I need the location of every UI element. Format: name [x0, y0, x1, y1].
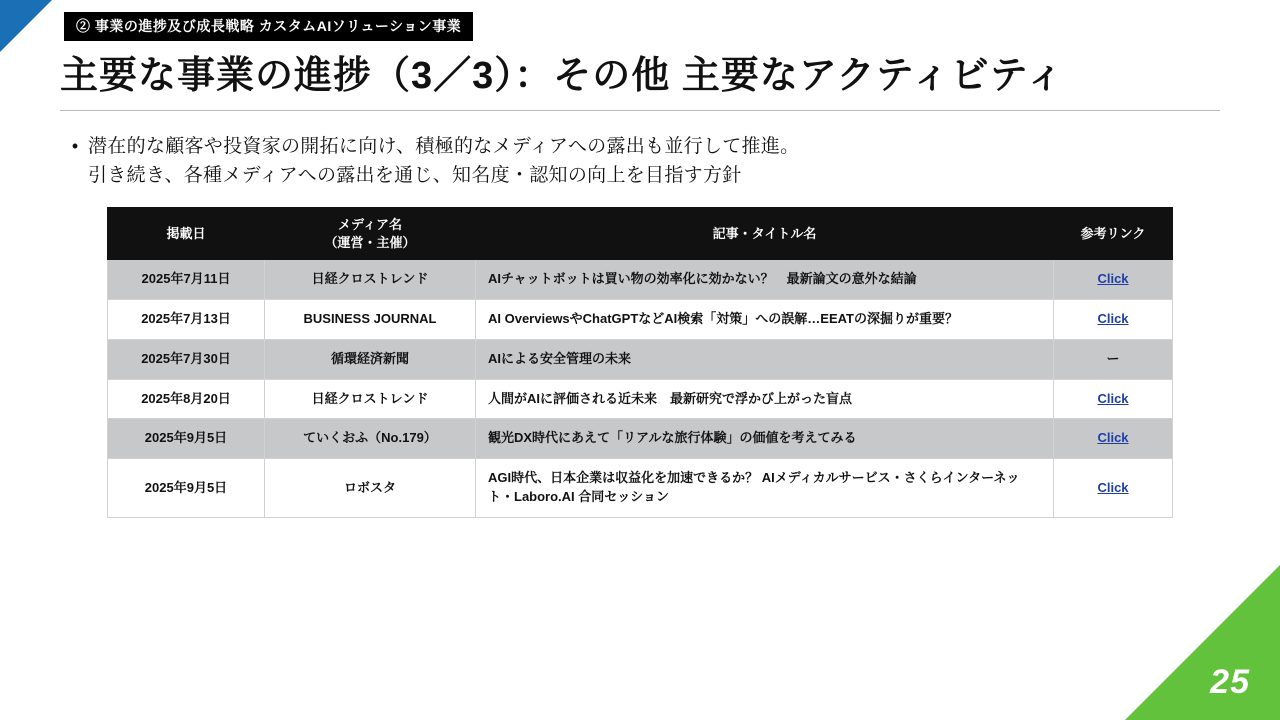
cell-date: 2025年7月13日 [108, 299, 265, 339]
table-header [108, 208, 1173, 260]
cell-media: 循環経済新聞 [265, 339, 476, 379]
bullet-block [62, 132, 1202, 190]
decorative-corner-green [1125, 565, 1280, 720]
cell-link[interactable] [1054, 299, 1173, 339]
bullet-text [88, 132, 799, 190]
decorative-corner-blue [0, 0, 52, 52]
reference-link[interactable]: Click [1097, 430, 1129, 446]
table-row [108, 419, 1173, 459]
cell-date: 2025年7月11日 [108, 260, 265, 300]
cell-link[interactable] [1054, 419, 1173, 459]
cell-link[interactable] [1054, 459, 1173, 518]
no-link-dash: ー [1106, 350, 1120, 366]
reference-link[interactable]: Click [1097, 310, 1129, 326]
cell-date: 2025年7月30日 [108, 339, 265, 379]
cell-media: ロボスタ [265, 459, 476, 518]
title-divider [60, 110, 1220, 111]
column-header-title: 記事・タイトル名 [476, 208, 1054, 260]
table-row [108, 379, 1173, 419]
page-title: 主要な事業の進捗（3／3）：その他 主要なアクティビティ [60, 55, 1065, 97]
reference-link[interactable]: Click [1097, 479, 1129, 495]
cell-date: 2025年9月5日 [108, 419, 265, 459]
cell-date: 2025年8月20日 [108, 379, 265, 419]
reference-link[interactable]: Click [1097, 271, 1129, 287]
section-eyebrow-label: ② 事業の進捗及び成長戦略 カスタムAIソリューション事業 [64, 12, 473, 41]
cell-title: 観光DX時代にあえて「リアルな旅行体験」の価値を考えてみる [476, 419, 1054, 459]
column-header-link: 参考リンク [1054, 208, 1173, 260]
bullet-line-1: 潜在的な顧客や投資家の開拓に向け、積極的なメディアへの露出も並行して推進。 [88, 136, 800, 157]
cell-link[interactable] [1054, 379, 1173, 419]
column-header-date: 掲載日 [108, 208, 265, 260]
cell-title: AIチャットボットは買い物の効率化に効かない？ 最新論文の意外な結論 [476, 260, 1054, 300]
cell-media: 日経クロストレンド [265, 379, 476, 419]
cell-media: BUSINESS JOURNAL [265, 299, 476, 339]
cell-media: 日経クロストレンド [265, 260, 476, 300]
reference-link[interactable]: Click [1097, 390, 1129, 406]
bullet-marker: • [71, 136, 79, 156]
bullet-line-2: 引き続き、各種メディアへの露出を通じ、知名度・認知の向上を目指す方針 [88, 165, 742, 186]
table-row [108, 459, 1173, 518]
media-coverage-table [107, 207, 1173, 518]
cell-date: 2025年9月5日 [108, 459, 265, 518]
column-header-media-line2: （運営・主催） [324, 234, 416, 250]
table-header-row [108, 208, 1173, 260]
cell-title: 人間がAIに評価される近未来 最新研究で浮かび上がった盲点 [476, 379, 1054, 419]
table-body [108, 260, 1173, 518]
table-row [108, 299, 1173, 339]
cell-title: AGI時代、日本企業は収益化を加速できるか？ AIメディカルサービス・さくらインターネット・Laboro.AI 合同セッション [476, 459, 1054, 518]
cell-link [1054, 339, 1173, 379]
cell-title: AIによる安全管理の未来 [476, 339, 1054, 379]
table-row [108, 339, 1173, 379]
column-header-media-line1: メディア名 [338, 217, 402, 232]
media-coverage-table-wrapper [107, 207, 1173, 518]
cell-link[interactable] [1054, 260, 1173, 300]
cell-title: AI OverviewsやChatGPTなどAI検索「対策」への誤解…EEATの深掘りが重要？ [476, 299, 1054, 339]
table-row [108, 260, 1173, 300]
cell-media: ていくおふ（No.179） [265, 419, 476, 459]
page-number: 25 [1210, 663, 1250, 701]
column-header-media [265, 208, 476, 260]
